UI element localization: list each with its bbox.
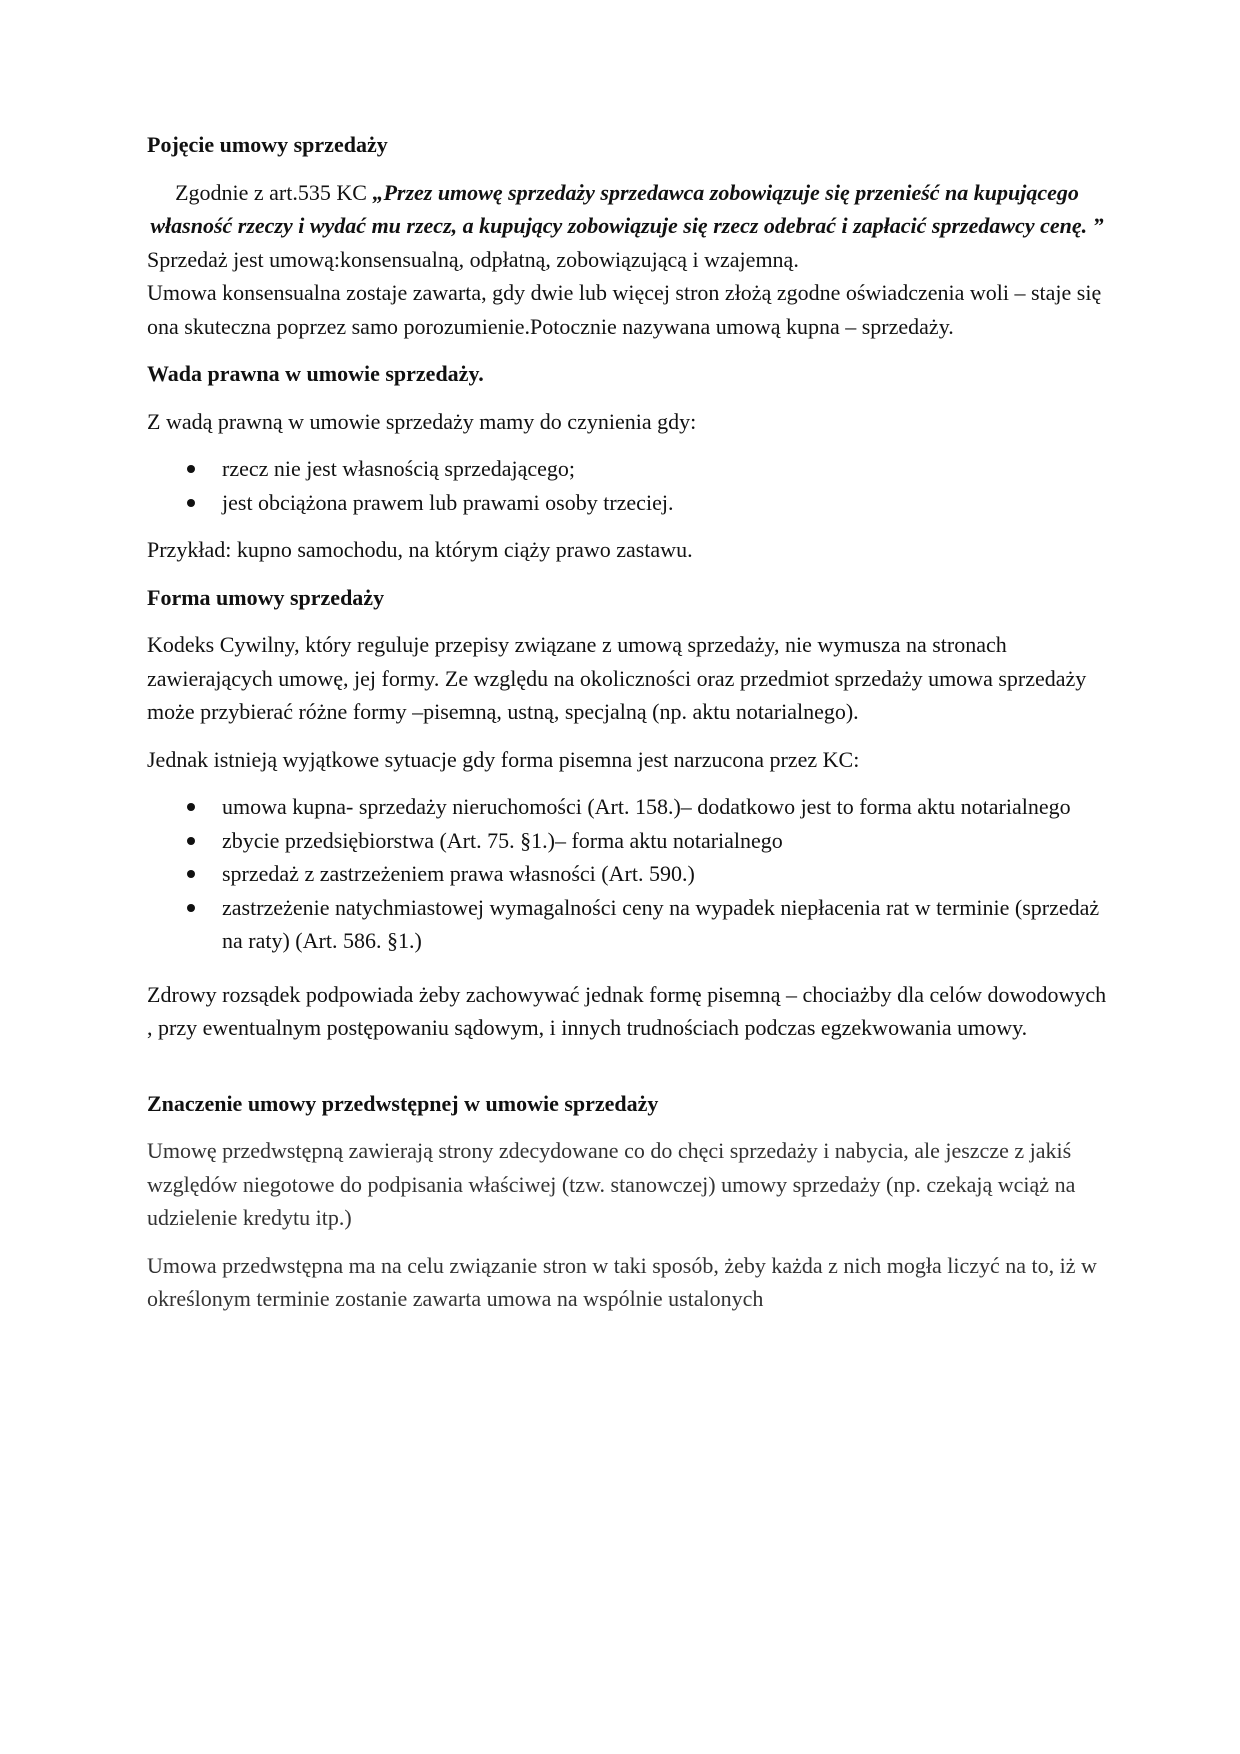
heading-wada-prawna: Wada prawna w umowie sprzedaży.	[147, 361, 484, 386]
heading-pojecie: Pojęcie umowy sprzedaży	[147, 132, 388, 157]
paragraph-konsensualna: Umowa konsensualna zostaje zawarta, gdy dwie lub więcej stron złożą zgodne oświadczenia woli – staje się ona skuteczna poprzez samo porozumienie.Potocznie nazywana umową kupna – sprzedaży.	[147, 280, 1102, 339]
paragraph-rodzaj-umowy: Sprzedaż jest umową:konsensualną, odpłatną, zobowiązującą i wzajemną.	[147, 246, 799, 272]
list-item: sprzedaż z zastrzeżeniem prawa własności (Art. 590.)	[147, 857, 1107, 891]
quote-art-535	[147, 176, 1107, 243]
paragraph-zdrowy-rozsadek: Zdrowy rozsądek podpowiada żeby zachowywać jednak formę pisemną – chociażby dla celów dowodowych , przy ewentualnym postępowaniu sądowym, i innych trudnościach podczas egzekwowania umowy.	[147, 981, 1107, 1040]
list-forma-pisemna	[147, 790, 1107, 958]
paragraph-przedwstepna-2: Umowa przedwstępna ma na celu związanie stron w taki sposób, żeby każda z nich mogła liczyć na to, iż w określonym terminie zostanie zawarta umowa na wspólnie ustalonych	[147, 1252, 1097, 1311]
paragraph-wyjatki-intro: Jednak istnieją wyjątkowe sytuacje gdy forma pisemna jest narzucona przez KC:	[147, 746, 860, 772]
list-item: jest obciążona prawem lub prawami osoby trzeciej.	[147, 486, 1107, 520]
list-item: zastrzeżenie natychmiastowej wymagalności ceny na wypadek niepłacenia rat w terminie (sprzedaż na raty) (Art. 586. §1.)	[147, 891, 1107, 958]
quote-prefix: Zgodnie z art.535 KC	[175, 179, 373, 205]
list-wada-prawna	[147, 452, 1107, 519]
paragraph-przyklad: Przykład: kupno samochodu, na którym ciąży prawo zastawu.	[147, 537, 693, 562]
paragraph-wada-intro: Z wadą prawną w umowie sprzedaży mamy do czynienia gdy:	[147, 408, 697, 434]
document-page	[147, 128, 1107, 1316]
paragraph-przedwstepna-1: Umowę przedwstępną zawierają strony zdecydowane co do chęci sprzedaży i nabycia, ale jeszcze z jakiś względów niegotowe do podpisania właściwej (tzw. stanowczej) umowy sprzedaży (np. czekają wciąż na udzielenie kredytu itp.)	[147, 1138, 1076, 1230]
list-item: rzecz nie jest własnością sprzedającego;	[147, 452, 1107, 486]
list-item: umowa kupna- sprzedaży nieruchomości (Art. 158.)– dodatkowo jest to forma aktu notarialnego	[147, 790, 1107, 824]
heading-umowa-przedwstepna: Znaczenie umowy przedwstępnej w umowie sprzedaży	[147, 1090, 659, 1116]
heading-forma: Forma umowy sprzedaży	[147, 584, 385, 610]
paragraph-kodeks: Kodeks Cywilny, który reguluje przepisy związane z umową sprzedaży, nie wymusza na stronach zawierających umowę, jej formy. Ze względu na okoliczności oraz przedmiot sprzedaży umowa sprzedaży może przybierać różne formy –pisemną, ustną, specjalną (np. aktu notarialnego).	[147, 632, 1087, 724]
list-item: zbycie przedsiębiorstwa (Art. 75. §1.)– forma aktu notarialnego	[147, 824, 1107, 858]
quote-text: „Przez umowę sprzedaży sprzedawca zobowiązuje się przenieść na kupującego własność rzeczy i wydać mu rzecz, a kupujący zobowiązuje się rzecz odebrać i zapłacić sprzedawcy cenę. ”	[150, 179, 1104, 238]
